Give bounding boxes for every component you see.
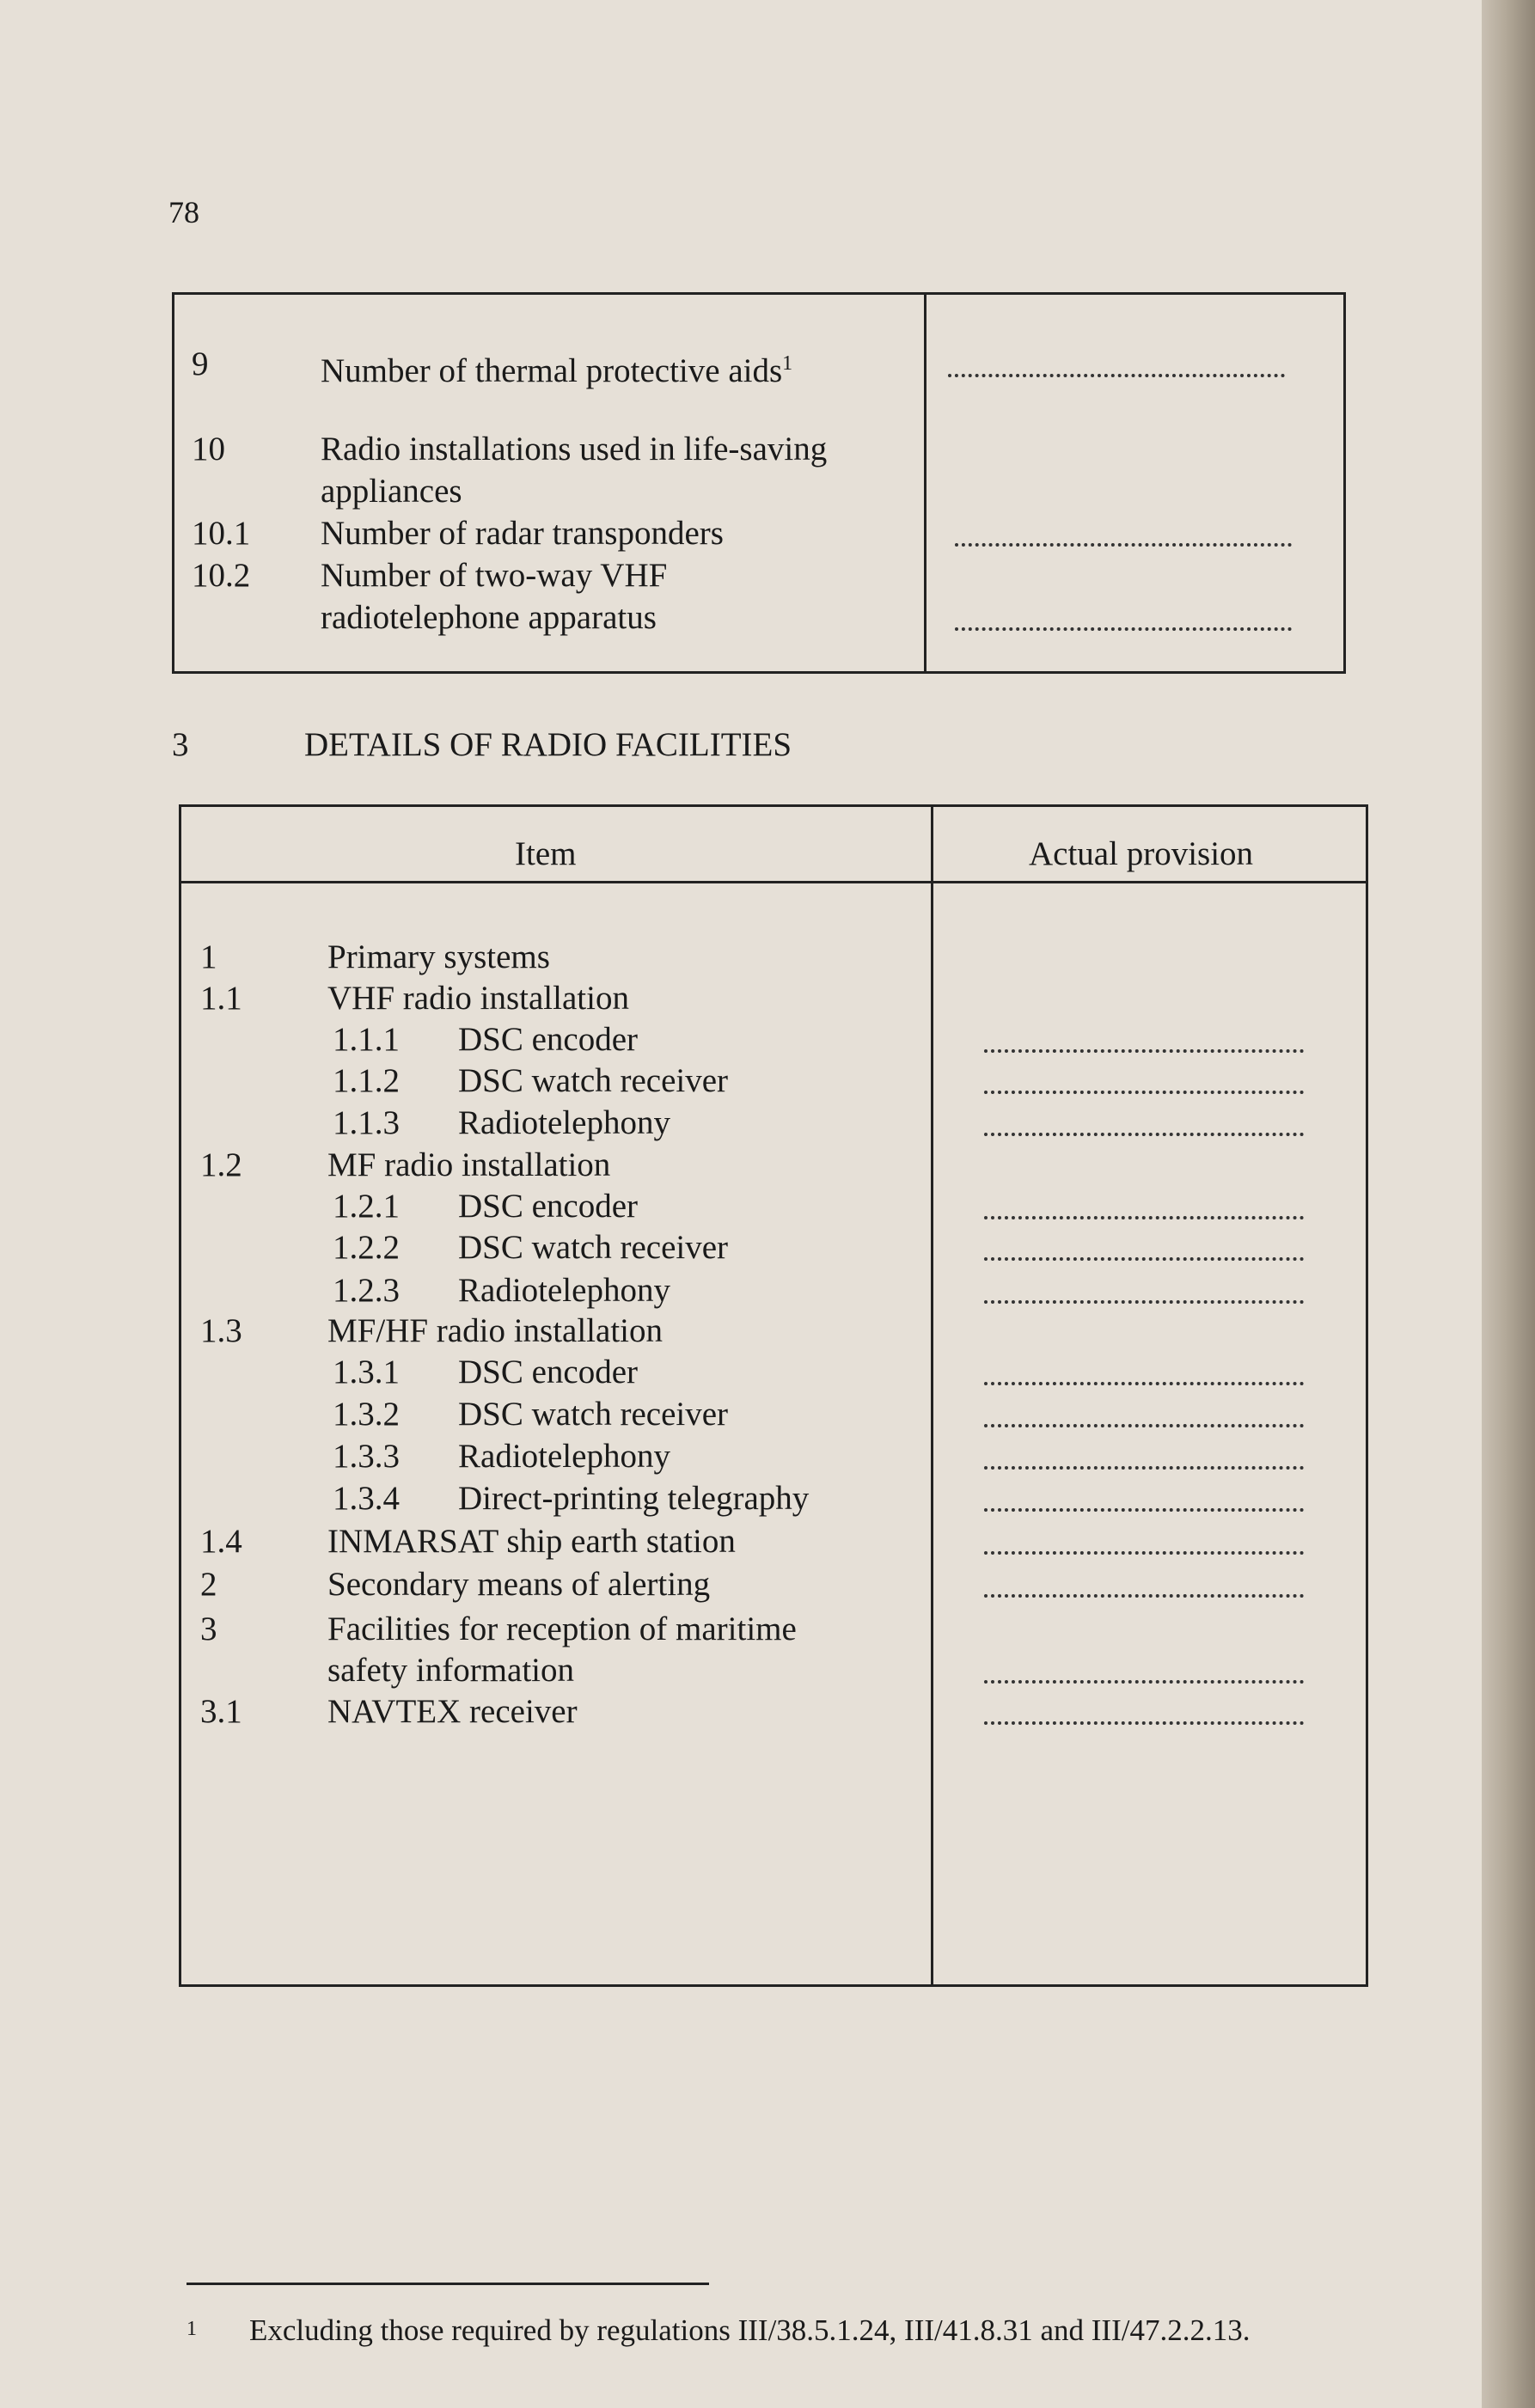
row-number: 3 <box>200 1610 217 1647</box>
row-text: Primary systems <box>327 938 550 975</box>
row-subnumber: 1.3.3 <box>333 1438 400 1475</box>
table-radio-facilities <box>179 804 1368 1987</box>
row-text: DSC encoder <box>458 1354 639 1390</box>
row-number: 10 <box>192 431 225 468</box>
row-number: 1.1 <box>200 980 242 1017</box>
dotted-entry-line <box>984 1680 1304 1684</box>
dotted-entry-line <box>955 627 1292 631</box>
row-number: 10.2 <box>192 557 251 594</box>
row-text: MF/HF radio installation <box>327 1312 663 1349</box>
row-number: 1 <box>200 938 217 975</box>
footnote-ref: 1 <box>782 352 793 375</box>
row-subnumber: 1.3.2 <box>333 1396 400 1433</box>
dotted-entry-line <box>984 1216 1304 1219</box>
dotted-entry-line <box>984 1466 1304 1470</box>
row-label: Number of thermal protective aids <box>321 352 783 389</box>
dotted-entry-line <box>948 374 1285 377</box>
row-subnumber: 1.3.4 <box>333 1480 400 1517</box>
row-subnumber: 1.1.1 <box>333 1021 400 1058</box>
row-text: radiotelephone apparatus <box>321 599 657 636</box>
section-title: DETAILS OF RADIO FACILITIES <box>304 726 792 763</box>
footnote-rule <box>187 2283 709 2285</box>
dotted-entry-line <box>984 1551 1304 1555</box>
column-header-provision: Actual provision <box>1029 835 1254 872</box>
row-text: Facilities for reception of maritime <box>327 1610 797 1647</box>
section-number: 3 <box>172 726 189 763</box>
dotted-entry-line <box>984 1049 1304 1053</box>
row-text: Radiotelephony <box>458 1438 670 1475</box>
row-subnumber: 1.1.2 <box>333 1062 400 1099</box>
dotted-entry-line <box>984 1424 1304 1427</box>
row-number: 1.2 <box>200 1146 242 1183</box>
dotted-entry-line <box>984 1594 1304 1598</box>
dotted-entry-line <box>984 1300 1304 1304</box>
row-text: DSC watch receiver <box>458 1062 729 1099</box>
row-number: 1.3 <box>200 1312 242 1349</box>
row-text: Number of radar transponders <box>321 515 724 552</box>
page-number: 78 <box>168 195 199 229</box>
page-edge <box>1482 0 1535 2408</box>
row-number: 2 <box>200 1566 217 1603</box>
footnote-mark: 1 <box>187 2318 197 2340</box>
dotted-entry-line <box>984 1257 1304 1261</box>
dotted-entry-line <box>984 1721 1304 1725</box>
row-text: Secondary means of alerting <box>327 1566 711 1603</box>
dotted-entry-line <box>984 1133 1304 1136</box>
row-number: 9 <box>192 345 209 382</box>
column-divider <box>931 807 933 1984</box>
table-thermal-radio <box>172 292 1346 674</box>
row-text: appliances <box>321 473 462 510</box>
row-text: DSC watch receiver <box>458 1229 729 1266</box>
dotted-entry-line <box>955 543 1292 547</box>
row-subnumber: 1.2.3 <box>333 1272 400 1309</box>
dotted-entry-line <box>984 1091 1304 1094</box>
row-text <box>321 343 792 392</box>
row-text: DSC watch receiver <box>458 1396 729 1433</box>
row-text: Radiotelephony <box>458 1104 670 1141</box>
row-text: safety information <box>327 1652 574 1689</box>
row-text: Number of two-way VHF <box>321 557 668 594</box>
footnote-text: Excluding those required by regulations III/38.5.1.24, III/41.8.31 and III/47.2.2.13. <box>249 2313 1251 2347</box>
row-subnumber: 1.2.2 <box>333 1229 400 1266</box>
row-text: NAVTEX receiver <box>327 1693 578 1730</box>
row-subnumber: 1.3.1 <box>333 1354 400 1390</box>
column-divider <box>924 295 927 671</box>
row-text: INMARSAT ship earth station <box>327 1523 736 1560</box>
column-header-item: Item <box>515 835 577 872</box>
row-subnumber: 1.1.3 <box>333 1104 400 1141</box>
dotted-entry-line <box>984 1508 1304 1512</box>
row-number: 10.1 <box>192 515 251 552</box>
dotted-entry-line <box>984 1382 1304 1385</box>
row-number: 3.1 <box>200 1693 242 1730</box>
row-text: DSC encoder <box>458 1188 639 1225</box>
row-number: 1.4 <box>200 1523 242 1560</box>
row-subnumber: 1.2.1 <box>333 1188 400 1225</box>
header-rule <box>181 881 1366 883</box>
row-text: Radio installations used in life-saving <box>321 431 828 468</box>
row-text: Radiotelephony <box>458 1272 670 1309</box>
row-text: VHF radio installation <box>327 980 629 1017</box>
row-text: Direct-printing telegraphy <box>458 1480 810 1517</box>
row-text: MF radio installation <box>327 1146 611 1183</box>
row-text: DSC encoder <box>458 1021 639 1058</box>
